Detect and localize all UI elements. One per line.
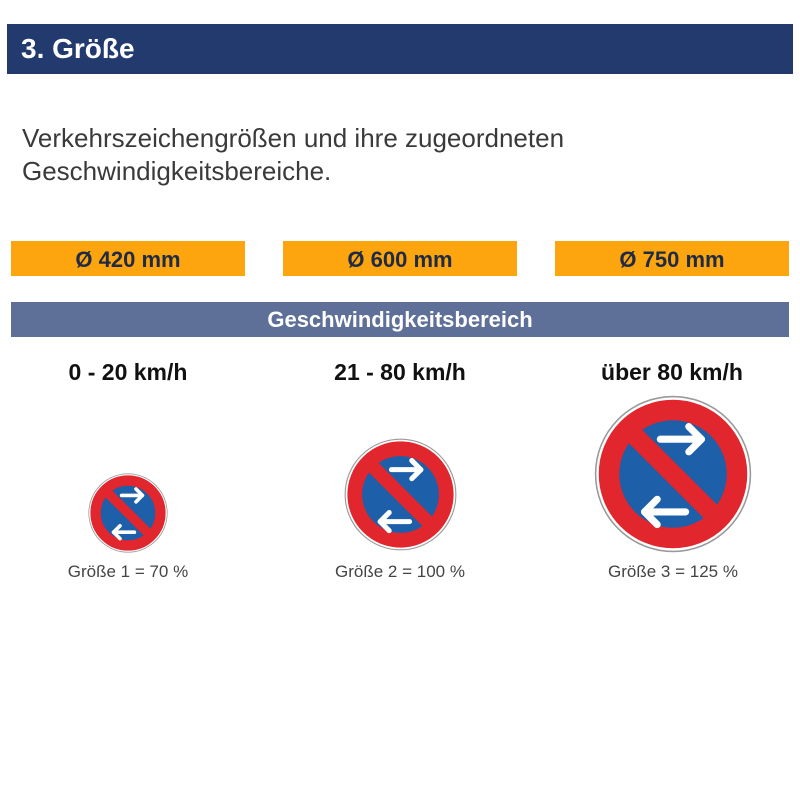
- speed-range-3: über 80 km/h: [601, 359, 743, 385]
- speed-range-1: 0 - 20 km/h: [68, 359, 188, 385]
- speed-range-2: 21 - 80 km/h: [334, 359, 466, 385]
- size-caption-1: Größe 1 = 70 %: [67, 562, 189, 581]
- no-parking-sign-icon: [344, 438, 457, 551]
- speed-range-header: Geschwindigkeitsbereich: [11, 302, 789, 337]
- intro-text: Verkehrszeichengrößen und ihre zugeordneten Geschwindigkeitsbereiche.: [22, 123, 565, 186]
- size-label-1: Ø 420 mm: [11, 241, 245, 276]
- size-caption-3: Größe 3 = 125 %: [608, 562, 738, 581]
- section-title: 3. Größe: [21, 33, 135, 64]
- size-caption-2: Größe 2 = 100 %: [335, 562, 465, 581]
- no-parking-sign-icon: [594, 395, 752, 553]
- no-parking-sign-icon: [88, 473, 168, 553]
- size-label-3: Ø 750 mm: [555, 241, 789, 276]
- size-label-2: Ø 600 mm: [283, 241, 517, 276]
- section-header: [7, 24, 793, 74]
